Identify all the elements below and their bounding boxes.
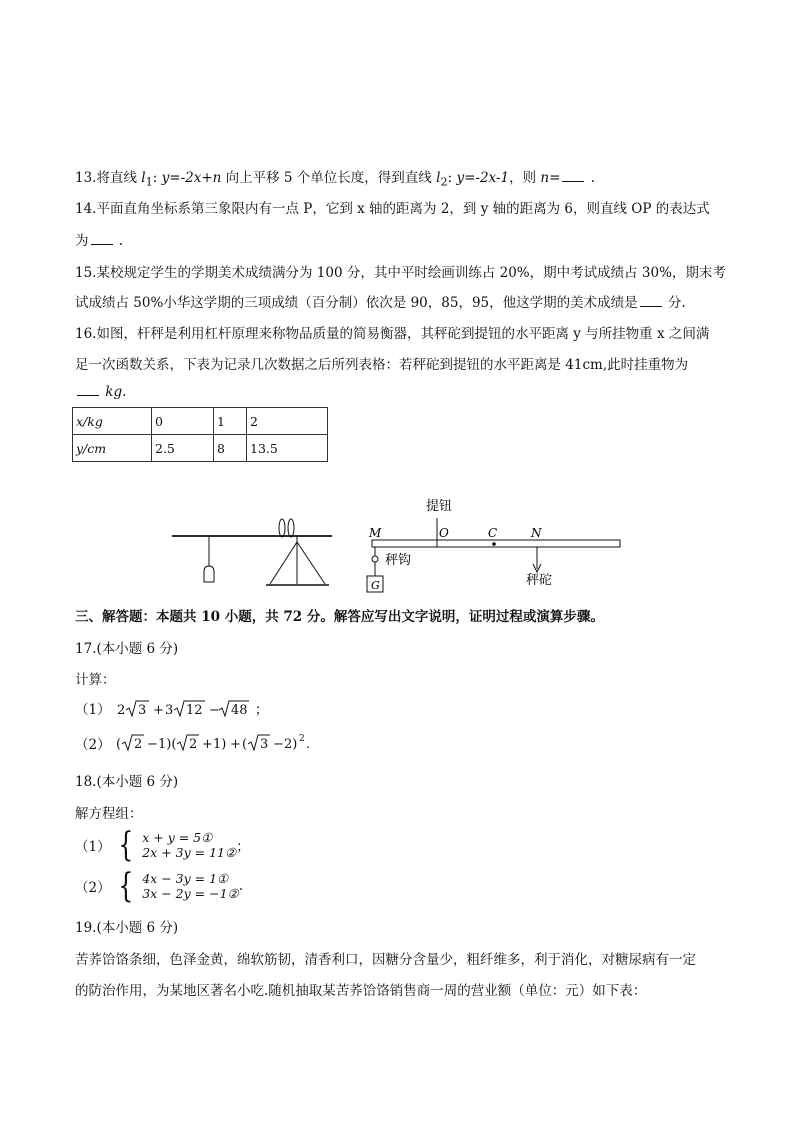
brace-icon: {	[117, 866, 133, 906]
table-cell: 8	[214, 435, 247, 462]
punctuation: .	[238, 878, 244, 894]
svg-text:2): 2)	[283, 737, 298, 752]
weight-g-label: G	[371, 579, 380, 592]
table-row	[73, 435, 328, 462]
q13-number: 13.	[75, 170, 97, 186]
q13-text: 将直线	[96, 170, 142, 186]
q13-colon2: :	[447, 170, 457, 186]
svg-text:+: +	[201, 737, 213, 752]
q13	[75, 166, 595, 189]
q13-colon: :	[152, 170, 162, 186]
svg-text:−: −	[272, 737, 284, 752]
point-n-label: N	[531, 526, 542, 540]
q14-end: .	[114, 233, 124, 249]
equation-group	[142, 830, 236, 860]
q15-line1: 15.某校规定学生的学期美术成绩满分为 100 分，其中平时绘画训练占 20%，期中考试成绩占 30%，期末考	[75, 265, 726, 281]
q18-system2	[75, 866, 244, 906]
q13-eq1: y=-2x+n	[161, 170, 222, 186]
chenggou-label: 秤钩	[385, 553, 412, 568]
equation: x + y = 5①	[142, 830, 213, 845]
q17-part2	[75, 731, 320, 755]
q17-expr1	[115, 698, 255, 720]
q14-line1: 14.平面直角坐标系第三象限内有一点 P，它到 x 轴的距离为 2，到 y 轴的距离为 6，则直线 OP 的表达式	[75, 201, 710, 217]
q19-line2: 的防治作用，为某地区著名小吃.随机抽取某苦荞饸饹销售商一周的营业额（单位：元）如下表：	[75, 983, 647, 999]
table-cell: 2.5	[152, 435, 214, 462]
svg-text:3: 3	[259, 737, 269, 752]
svg-text:12: 12	[185, 703, 203, 718]
equation-group	[142, 871, 239, 901]
answer-blank	[91, 232, 113, 245]
l1-sub: 1	[145, 175, 153, 189]
q17-part1: （1） 2 3 + 3 12 − 48 ；	[75, 698, 268, 720]
q16-line3	[75, 383, 126, 400]
q13-eq2: y=-2x-1	[456, 170, 510, 186]
part-label: （1）	[75, 839, 111, 855]
section-text3: 分。解答应写出文字说明，证明过程或演算步骤。	[302, 609, 604, 625]
part-label: （1）	[75, 702, 111, 718]
chengtuo-label: 秤砣	[526, 573, 553, 588]
svg-text:2: 2	[298, 734, 305, 744]
q17-heading: 17.(本小题 6 分)	[75, 641, 179, 657]
data-table	[72, 407, 328, 462]
q15-end: 分.	[663, 295, 686, 311]
section-points: 72	[283, 609, 303, 625]
svg-text:1): 1)	[212, 737, 227, 752]
l1-symbol: l	[141, 170, 146, 186]
svg-text:3: 3	[137, 703, 147, 718]
q16-line1: 16.如图，杆秤是利用杠杆原理来称物品质量的简易衡器，其秤砣到提钮的水平距离 y 与所挂物重 x 之间满	[75, 326, 710, 342]
svg-text:1)(: 1)(	[157, 737, 177, 752]
q17-prompt: 计算：	[75, 672, 116, 688]
answer-blank	[77, 383, 99, 396]
section-text: 三、解答题：本题共	[75, 609, 202, 625]
table-cell: 13.5	[247, 435, 328, 462]
svg-text:2: 2	[116, 703, 126, 718]
section-text2: 小题，共	[220, 609, 284, 625]
q14-text: 为	[75, 233, 89, 249]
steelyard-figure	[160, 490, 640, 595]
svg-text:−: −	[146, 737, 158, 752]
q18-system1	[75, 825, 250, 865]
q19-heading: 19.(本小题 6 分)	[75, 920, 179, 936]
q15-line2	[75, 291, 686, 311]
part-label: （2）	[75, 737, 111, 753]
svg-text:−: −	[208, 703, 220, 718]
svg-text:3: 3	[164, 703, 174, 718]
q13-var: n=	[540, 170, 561, 186]
q16-line2: 足一次函数关系，下表为记录几次数据之后所列表格：若秤砣到提钮的水平距离是 41cm,此时挂重物为	[75, 357, 689, 373]
svg-text:+: +	[229, 737, 241, 752]
answer-blank	[562, 169, 584, 182]
brace-icon: {	[117, 825, 133, 865]
point-o-label: O	[439, 526, 449, 540]
table-row	[73, 408, 328, 435]
equation: 3x − 2y = −1②	[142, 886, 239, 901]
q13-text2: 向上平移 5 个单位长度，得到直线	[221, 170, 437, 186]
section-count: 10	[201, 609, 220, 625]
q15-text: 试成绩占 50%小华这学期的三项成绩（百分制）依次是 90，85，95，他这学期的美术成绩是	[75, 295, 638, 311]
q14-line2	[75, 229, 123, 249]
svg-text:2: 2	[188, 737, 198, 752]
q18-prompt: 解方程组：	[75, 806, 143, 822]
q19-line1: 苦荞饸饹条细，色泽金黄，绵软筋韧，清香利口，因糖分含量少，粗纤维多，利于消化，对糖尿病有一定	[75, 952, 696, 968]
point-c-label: C	[488, 526, 498, 540]
tiniu-label: 提钮	[426, 499, 453, 514]
svg-text:.: .	[305, 737, 311, 752]
table-cell: 2	[247, 408, 328, 435]
q16-unit: kg.	[101, 384, 127, 400]
table-cell: x/kg	[73, 408, 152, 435]
q13-end: .	[586, 170, 595, 186]
punctuation: ；	[236, 839, 250, 855]
table-cell: 1	[214, 408, 247, 435]
svg-text:(: (	[115, 737, 121, 752]
equation: 4x − 3y = 1①	[142, 871, 229, 886]
q18-heading: 18.(本小题 6 分)	[75, 774, 179, 790]
part-label: （2）	[75, 880, 111, 896]
section-3-heading	[75, 605, 604, 625]
l2-sub: 2	[440, 175, 448, 189]
steelyard-drawing-left	[172, 519, 332, 585]
table-cell: 0	[152, 408, 214, 435]
point-m-label: M	[369, 526, 382, 540]
svg-text:(: (	[241, 737, 247, 752]
svg-text:48: 48	[230, 703, 248, 718]
svg-text:+: +	[152, 703, 164, 718]
svg-text:2: 2	[133, 737, 143, 752]
table-cell: y/cm	[73, 435, 152, 462]
answer-blank	[640, 294, 662, 307]
q13-text3: ，则	[509, 170, 541, 186]
q17-expr2	[115, 731, 320, 755]
l2-symbol: l	[436, 170, 441, 186]
equation: 2x + 3y = 11②	[142, 845, 237, 860]
